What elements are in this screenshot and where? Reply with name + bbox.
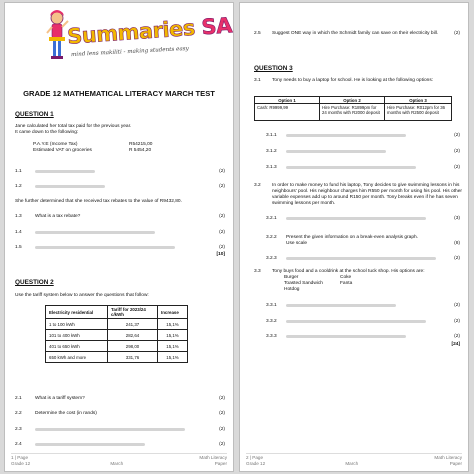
- question-1-total: [10]: [216, 252, 225, 257]
- footer-grade: Grade 12: [11, 461, 31, 466]
- summaries-sa-logo: [45, 9, 233, 67]
- table-cell: Hire Purchase: R012pm for 36 months with R2500 deposit: [385, 104, 452, 121]
- question-text: What is a tax rebate?: [35, 214, 81, 219]
- mark-allocation: (2): [219, 245, 225, 250]
- redacted-text: [35, 246, 175, 249]
- mark-allocation: (2): [454, 165, 460, 170]
- table-cell: 298,00: [108, 341, 158, 352]
- redacted-text: [286, 320, 426, 323]
- question-number: 3.1.3: [266, 165, 277, 170]
- table-row: [46, 341, 188, 352]
- q2-intro: Use the tariff system below to answer the questions that follow:: [15, 293, 149, 298]
- question-number: 2.1: [15, 396, 22, 401]
- table-header: Electricity residential: [46, 306, 108, 319]
- mark-allocation: (2): [454, 133, 460, 138]
- table-cell: 15,1%: [158, 319, 188, 330]
- table-cell: 282,64: [108, 330, 158, 341]
- mark-allocation: (2): [454, 334, 460, 339]
- question-text-line: neighbours' pool. His neighbour charges him R550 per month for using his pool. His other: [272, 189, 462, 194]
- tax-item-value: R 5454,20: [129, 148, 152, 153]
- table-row: [255, 104, 452, 121]
- table-row: [46, 330, 188, 341]
- redacted-text: [35, 231, 155, 234]
- question-number: 3.2.3: [266, 256, 277, 261]
- footer-page-number: 2 | Page: [246, 455, 264, 460]
- table-row: [46, 352, 188, 363]
- table-cell: 650 kWh and more: [46, 352, 108, 363]
- table-cell: 401 to 650 kWh: [46, 341, 108, 352]
- mark-allocation: (2): [454, 303, 460, 308]
- food-option: Hotdog: [284, 287, 300, 292]
- laptop-options-table: [254, 96, 452, 121]
- table-cell: Cash: R9999,99: [255, 104, 320, 121]
- footer-term: March: [110, 461, 124, 466]
- redacted-text: [286, 257, 436, 260]
- table-cell: Hire Purchase: R1899pm for 24 months with R2000 deposit: [320, 104, 385, 121]
- table-header: Option 3: [385, 97, 452, 104]
- table-cell: 15,1%: [158, 341, 188, 352]
- question-number: 3.1.1: [266, 133, 277, 138]
- table-cell: 101 to 400 kWh: [46, 330, 108, 341]
- question-2-heading: QUESTION 2: [15, 279, 54, 286]
- drink-option: Coke: [340, 275, 352, 280]
- tax-item-label: Estimated VAT on groceries: [33, 148, 92, 153]
- question-text: Determine the cost (in rands): [35, 411, 97, 416]
- test-page-1: [4, 2, 234, 472]
- mark-allocation: (2): [219, 184, 225, 189]
- tax-item-value: R54215,00: [129, 142, 153, 147]
- question-number: 3.3.1: [266, 303, 277, 308]
- question-1-heading: QUESTION 1: [15, 111, 54, 118]
- page-footer: [11, 453, 227, 467]
- question-number: 3.1.2: [266, 149, 277, 154]
- table-cell: 331,76: [108, 352, 158, 363]
- question-number: 3.1: [254, 78, 261, 83]
- question-number: 3.3: [254, 269, 261, 274]
- footer-page-number: 1 | Page: [11, 455, 29, 460]
- question-text: Use scale: [286, 241, 308, 246]
- mark-allocation: (2): [454, 319, 460, 324]
- table-row: [46, 319, 188, 330]
- footer-term: March: [345, 461, 359, 466]
- question-text: Tony buys food and a cooldrink at the school tuck shop. His options are:: [272, 269, 425, 274]
- question-number: 3.2.1: [266, 216, 277, 221]
- question-number: 1.3: [15, 214, 22, 219]
- logo-wordmark: Summaries SA: [66, 13, 233, 49]
- mark-allocation: (2): [454, 31, 460, 36]
- question-text-line: swimming lessons per month.: [272, 201, 336, 206]
- question-number: 3.2.2: [266, 235, 277, 240]
- mark-allocation: (2): [219, 442, 225, 447]
- table-header: Option 1: [255, 97, 320, 104]
- tax-item-label: P.A.Y.E (Income Tax): [33, 142, 78, 147]
- question-text: Present the given information on a break-even analysis graph.: [286, 235, 418, 240]
- mark-allocation: (2): [219, 214, 225, 219]
- table-header-row: [46, 306, 188, 319]
- table-header: Increase: [158, 306, 188, 319]
- footer-paper: Paper: [449, 461, 462, 466]
- drink-option: Fanta: [340, 281, 353, 286]
- mark-allocation: (2): [219, 396, 225, 401]
- q1-rebate-text: She further determined that she received tax rebates to the value of R9432,80.: [15, 199, 182, 204]
- table-header-row: [255, 97, 452, 104]
- redacted-text: [286, 150, 386, 153]
- question-number: 1.5: [15, 245, 22, 250]
- redacted-text: [286, 335, 406, 338]
- question-number: 2.5: [254, 31, 261, 36]
- question-number: 1.1: [15, 169, 22, 174]
- footer-subject: Math Literacy: [434, 455, 462, 460]
- question-3-total: [24]: [451, 342, 460, 347]
- mark-allocation: (2): [219, 169, 225, 174]
- question-text: Tony needs to buy a laptop for school. He is looking at the following options:: [272, 78, 434, 83]
- mark-allocation: (3): [454, 216, 460, 221]
- mark-allocation: (2): [454, 149, 460, 154]
- footer-paper: Paper: [214, 461, 227, 466]
- table-cell: 1 to 100 kWh: [46, 319, 108, 330]
- redacted-text: [35, 428, 185, 431]
- question-number: 2.2: [15, 411, 22, 416]
- redacted-text: [286, 166, 416, 169]
- footer-grade: Grade 12: [246, 461, 266, 466]
- question-number: 3.3.3: [266, 334, 277, 339]
- table-cell: 15,1%: [158, 352, 188, 363]
- question-number: 3.3.2: [266, 319, 277, 324]
- table-cell: 15,1%: [158, 330, 188, 341]
- test-title: GRADE 12 MATHEMATICAL LITERACY MARCH TEST: [23, 89, 215, 98]
- mark-allocation: (2): [219, 427, 225, 432]
- page-footer: [246, 453, 462, 467]
- test-page-2: [239, 2, 469, 472]
- tariff-table: [45, 305, 188, 363]
- mark-allocation: (2): [219, 230, 225, 235]
- table-header: Tariff for 2023/24 c/kWh: [108, 306, 158, 319]
- footer-subject: Math Literacy: [199, 455, 227, 460]
- food-option: Burger: [284, 275, 299, 280]
- food-option: Toasted Sandwich: [284, 281, 323, 286]
- table-cell: 241,37: [108, 319, 158, 330]
- question-text-line: In order to make money to fund his laptop, Tony decides to give swimming lessons in his: [272, 183, 460, 188]
- question-text: Suggest ONE way in which the Schmidt family can save on their electricity bill.: [272, 31, 439, 36]
- redacted-text: [286, 304, 396, 307]
- question-number: 1.4: [15, 230, 22, 235]
- question-3-heading: QUESTION 3: [254, 65, 293, 72]
- question-number: 2.3: [15, 427, 22, 432]
- question-number: 3.2: [254, 183, 261, 188]
- question-number: 1.2: [15, 184, 22, 189]
- redacted-text: [35, 443, 145, 446]
- question-text: What is a tariff system?: [35, 396, 85, 401]
- mark-allocation: (2): [454, 256, 460, 261]
- redacted-text: [286, 134, 406, 137]
- question-text-line: variable expenses add up to around R150 per month. Tony breaks even if he has seven: [272, 195, 458, 200]
- table-header: Option 2: [320, 97, 385, 104]
- mark-allocation: (8): [454, 241, 460, 246]
- q1-intro-line-2: It came down to the following:: [15, 130, 79, 135]
- redacted-text: [286, 217, 426, 220]
- logo-tagline: mind lens makiliti - making students easy: [70, 45, 189, 59]
- redacted-text: [35, 170, 95, 173]
- question-number: 2.4: [15, 442, 22, 447]
- q1-intro-line-1: Jane calculated her total tax paid for the previous year.: [15, 124, 132, 129]
- mark-allocation: (2): [219, 411, 225, 416]
- student-mascot-icon: [45, 9, 69, 65]
- redacted-text: [35, 185, 105, 188]
